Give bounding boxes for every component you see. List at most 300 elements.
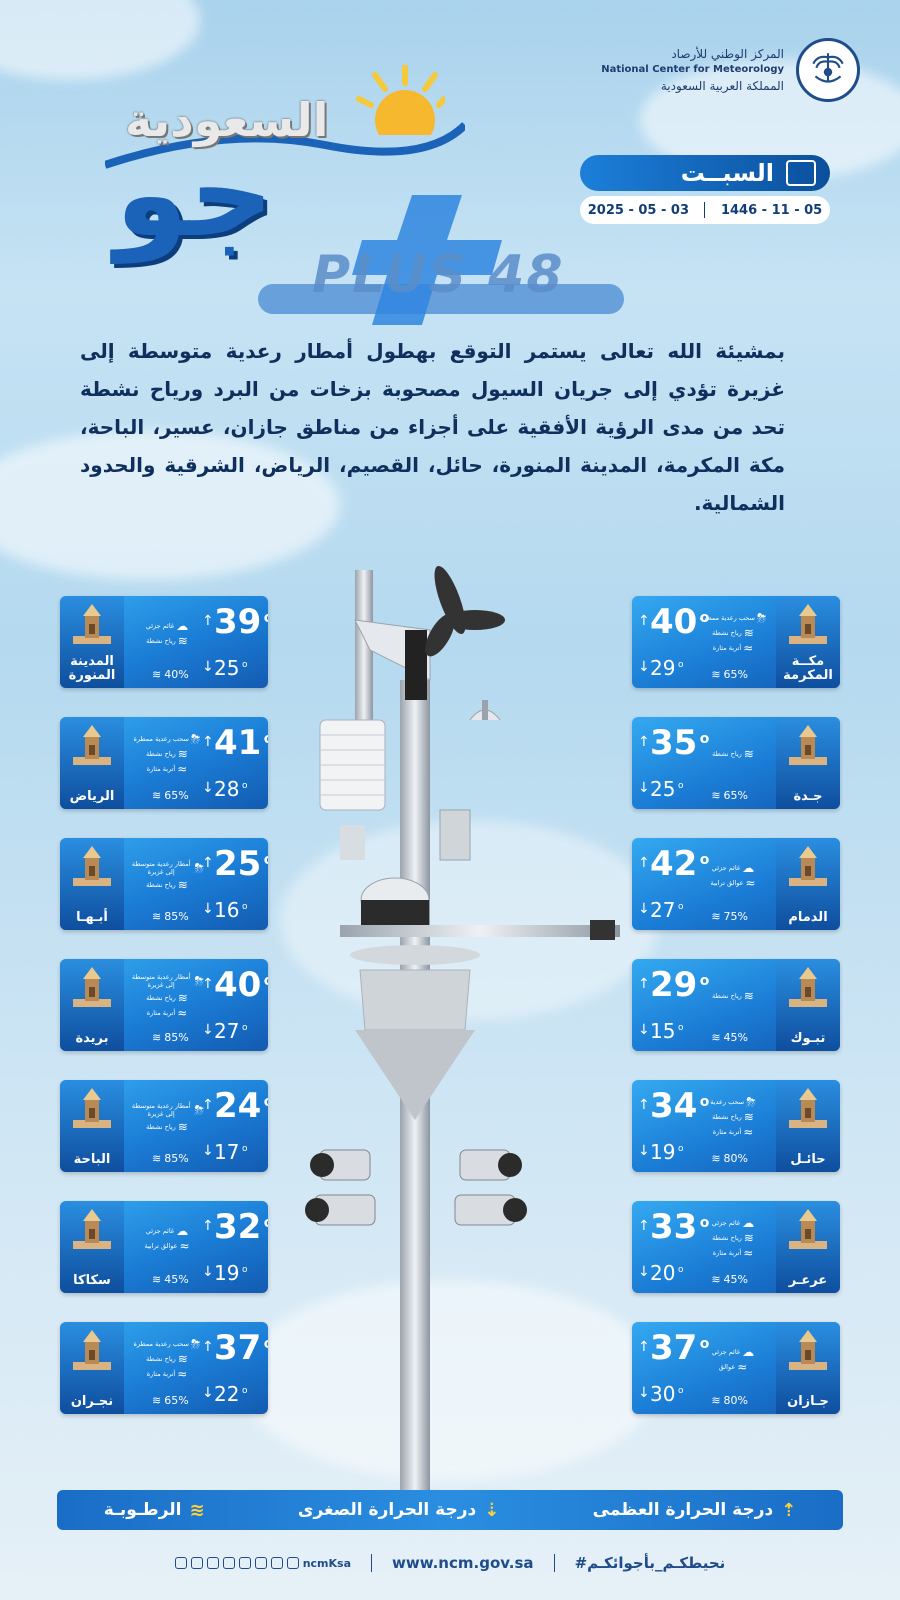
city-panel xyxy=(776,1201,840,1293)
humidity xyxy=(711,1394,748,1407)
condition-item xyxy=(696,1232,770,1244)
weather-condition-icon: ≋ xyxy=(177,1352,188,1366)
weather-condition-icon: ≈ xyxy=(737,1359,748,1374)
org-name-en: National Center for Meteorology xyxy=(601,64,784,75)
humidity-icon: ≋ xyxy=(152,1031,162,1044)
max-temp: 37 o xyxy=(650,1328,697,1368)
max-temp: 34 o xyxy=(650,1086,697,1126)
conditions xyxy=(130,965,204,1027)
arrow-down-icon: ↓ xyxy=(638,780,650,796)
arrow-up-icon: ↑ xyxy=(638,1339,650,1355)
condition-item xyxy=(696,1217,770,1229)
condition-label: غائم جزئي xyxy=(711,1347,741,1356)
arrow-down-icon: ↓ xyxy=(202,1264,214,1280)
arrow-down-icon: ↓ xyxy=(202,1022,214,1038)
arrow-down-icon: ↓ xyxy=(638,1385,650,1401)
humidity-value: 80% xyxy=(723,1394,748,1407)
conditions xyxy=(130,1207,204,1269)
day-name: السبــت xyxy=(680,159,774,187)
humidity xyxy=(152,1273,189,1286)
city-card-abha xyxy=(60,838,268,930)
arrow-up-icon: ↑ xyxy=(202,734,214,750)
weather-condition-icon: ≈ xyxy=(743,1246,754,1260)
humidity-icon: ≋ xyxy=(152,1394,162,1407)
conditions xyxy=(696,1328,770,1390)
weather-condition-icon: ≋ xyxy=(177,991,188,1005)
humidity-icon: ≋ xyxy=(711,1394,721,1407)
city-card-buraidah xyxy=(60,959,268,1051)
landmark-icon xyxy=(69,602,115,652)
arrow-up-icon: ↑ xyxy=(638,613,650,629)
city-card-riyadh xyxy=(60,717,268,809)
tiktok-icon[interactable] xyxy=(271,1557,283,1569)
temperatures xyxy=(638,602,698,682)
city-card-jeddah xyxy=(632,717,840,809)
humidity xyxy=(152,789,189,802)
weather-condition-icon: ≈ xyxy=(179,1238,190,1253)
condition-item xyxy=(130,1353,204,1365)
date-hijri: 1446 - 11 - 05 xyxy=(720,202,823,218)
landmark-icon xyxy=(69,1328,115,1378)
brand-top-text: السعودية xyxy=(125,93,329,147)
social-links xyxy=(175,1557,351,1570)
weather-condition-icon: ≋ xyxy=(743,1110,754,1124)
condition-item xyxy=(696,748,770,760)
temperatures xyxy=(202,1086,262,1166)
brand-main-text: جو xyxy=(115,125,275,263)
arrow-up-icon: ↑ xyxy=(638,1097,650,1113)
condition-label: رياح نشطة xyxy=(712,992,742,1000)
humidity-icon: ≋ xyxy=(152,668,162,681)
min-temp: 29 o xyxy=(650,656,675,680)
instagram-icon[interactable] xyxy=(223,1557,235,1569)
arrow-down-icon: ↓ xyxy=(202,1385,214,1401)
condition-label: رياح نشطة xyxy=(712,1113,742,1121)
weather-condition-icon: ≈ xyxy=(177,762,188,776)
weather-condition-icon: ☁ xyxy=(742,860,755,875)
website-link[interactable]: www.ncm.gov.sa xyxy=(392,1554,534,1572)
city-card-jazan xyxy=(632,1322,840,1414)
snapchat-icon[interactable] xyxy=(207,1557,219,1569)
thermometer-up-icon: ⇡ xyxy=(781,1499,797,1521)
temperatures xyxy=(638,844,698,924)
city-card-hail xyxy=(632,1080,840,1172)
city-panel xyxy=(776,1322,840,1414)
arrow-down-icon: ↓ xyxy=(202,1143,214,1159)
landmark-icon xyxy=(785,1207,831,1257)
landmark-icon xyxy=(785,1328,831,1378)
min-temp: 25 o xyxy=(214,656,239,680)
condition-label: رياح نشطة xyxy=(146,1355,176,1363)
city-card-madinah xyxy=(60,596,268,688)
temperatures xyxy=(638,1207,698,1287)
condition-label: رياح نشطة xyxy=(712,629,742,637)
forecast-paragraph: بمشيئة الله تعالى يستمر التوقع بهطول أمطار رعدية متوسطة إلى غزيرة تؤدي إلى جريان السيول مصحوبة بزخات من البرد ورياح نشطة تحد من مدى الرؤية الأفقية على أجزاء من مناطق جازان، عسير، الباحة، مكة المكرمة، المدينة المنورة، حائل، القصيم، الرياض، الشرقية والحدود الشمالية. xyxy=(80,339,785,515)
condition-item xyxy=(130,860,204,876)
arrow-up-icon: ↑ xyxy=(638,976,650,992)
city-panel xyxy=(60,1322,124,1414)
min-temp: 15 o xyxy=(650,1019,675,1043)
arrow-down-icon: ↓ xyxy=(638,1264,650,1280)
condition-label: سحب رعدية ممطرة xyxy=(133,1340,189,1348)
max-temp: 42 o xyxy=(650,844,697,884)
temperatures xyxy=(202,602,262,682)
city-panel xyxy=(60,717,124,809)
condition-item xyxy=(696,642,770,654)
condition-label: رياح نشطة xyxy=(146,880,176,889)
arrow-down-icon: ↓ xyxy=(638,901,650,917)
condition-label: سحب رعدية ممطرة xyxy=(699,614,755,622)
condition-item xyxy=(130,1225,204,1237)
city-panel xyxy=(60,1080,124,1172)
city-name: حائـل xyxy=(790,1152,826,1167)
temperatures xyxy=(202,844,262,924)
landmark-icon xyxy=(785,844,831,894)
condition-label: أمطار رعدية متوسطة إلى غزيرة xyxy=(131,973,191,989)
conditions xyxy=(696,602,770,664)
condition-item xyxy=(130,1338,204,1350)
condition-label: عوالق ترابية xyxy=(144,1241,178,1250)
conditions xyxy=(696,1086,770,1148)
condition-item xyxy=(696,1126,770,1138)
threads-icon[interactable] xyxy=(287,1557,299,1569)
condition-item xyxy=(130,620,204,632)
max-temp: 33 o xyxy=(650,1207,697,1247)
humidity xyxy=(152,668,189,681)
arrow-down-icon: ↓ xyxy=(202,901,214,917)
min-temp: 20 o xyxy=(650,1261,675,1285)
arrow-up-icon: ↑ xyxy=(202,1097,214,1113)
city-card-najran xyxy=(60,1322,268,1414)
legend-max xyxy=(593,1500,797,1521)
country-name-ar: المملكة العربية السعودية xyxy=(660,79,784,93)
humidity-value: 65% xyxy=(723,668,748,681)
date-separator xyxy=(704,202,705,218)
condition-item xyxy=(130,635,204,647)
arrow-up-icon: ↑ xyxy=(638,1218,650,1234)
social-handle[interactable]: ncmKsa xyxy=(302,1556,351,1570)
arrow-up-icon: ↑ xyxy=(202,1339,214,1355)
weather-condition-icon: ≋ xyxy=(177,877,188,892)
max-temp: 41 o xyxy=(214,723,261,763)
condition-item xyxy=(696,1346,770,1358)
condition-label: أتربة مثارة xyxy=(146,1009,176,1017)
date-gregorian: 2025 - 05 - 03 xyxy=(587,202,689,218)
humidity xyxy=(152,910,189,923)
linkedin-icon[interactable] xyxy=(239,1557,251,1569)
humidity-icon: ≋ xyxy=(189,1499,205,1521)
min-temp: 19 o xyxy=(650,1140,675,1164)
condition-label: رياح نشطة xyxy=(146,750,176,758)
humidity-value: 65% xyxy=(164,789,189,802)
weather-condition-icon: ≋ xyxy=(743,747,754,761)
humidity xyxy=(711,1273,748,1286)
condition-item xyxy=(130,1007,204,1019)
city-card-tabuk xyxy=(632,959,840,1051)
city-panel xyxy=(776,596,840,688)
x-icon[interactable] xyxy=(175,1557,187,1569)
city-panel xyxy=(776,717,840,809)
temperatures xyxy=(202,965,262,1045)
humidity xyxy=(711,1031,748,1044)
humidity xyxy=(711,1152,748,1165)
weather-condition-icon: ⛈ xyxy=(190,732,201,746)
weather-station-icon xyxy=(300,560,630,1500)
facebook-icon[interactable] xyxy=(255,1557,267,1569)
condition-label: غائم جزئي xyxy=(145,621,175,630)
legend-bar xyxy=(57,1490,843,1530)
legend-humidity xyxy=(104,1500,205,1521)
ncm-text xyxy=(601,46,784,94)
temperatures xyxy=(202,1207,262,1287)
condition-item xyxy=(130,1102,204,1118)
humidity xyxy=(711,668,748,681)
humidity-icon: ≋ xyxy=(152,1152,162,1165)
arrow-down-icon: ↓ xyxy=(202,780,214,796)
max-temp: 37 o xyxy=(214,1328,261,1368)
ncm-header xyxy=(601,38,860,102)
humidity-value: 85% xyxy=(164,1152,189,1165)
landmark-icon xyxy=(69,1207,115,1257)
conditions xyxy=(696,965,770,1027)
conditions xyxy=(130,602,204,664)
weather-condition-icon: ≋ xyxy=(743,989,754,1003)
weather-condition-icon: ⛈ xyxy=(194,974,204,988)
city-panel xyxy=(776,1080,840,1172)
humidity xyxy=(711,910,748,923)
humidity-icon: ≋ xyxy=(711,668,721,681)
condition-label: غائم جزئي xyxy=(711,1219,741,1227)
arrow-up-icon: ↑ xyxy=(202,976,214,992)
arrow-down-icon: ↓ xyxy=(638,1143,650,1159)
footer-separator xyxy=(554,1554,555,1572)
conditions xyxy=(696,844,770,906)
city-name: سكاكا xyxy=(73,1273,111,1288)
max-temp: 40 o xyxy=(214,965,261,1005)
org-name-ar: المركز الوطني للأرصاد xyxy=(671,47,784,61)
humidity xyxy=(152,1394,189,1407)
weather-condition-icon: ⛈ xyxy=(746,1095,756,1109)
footer-separator xyxy=(371,1554,372,1572)
temperatures xyxy=(638,1328,698,1408)
arrow-up-icon: ↑ xyxy=(202,1218,214,1234)
min-temp: 25 o xyxy=(650,777,675,801)
arrow-down-icon: ↓ xyxy=(638,659,650,675)
arrow-down-icon: ↓ xyxy=(638,1022,650,1038)
city-name: جـدة xyxy=(793,789,823,804)
humidity-value: 80% xyxy=(723,1152,748,1165)
city-card-sakaka xyxy=(60,1201,268,1293)
max-temp: 40 o xyxy=(650,602,697,642)
day-pill xyxy=(580,155,830,191)
conditions xyxy=(130,844,204,906)
condition-item xyxy=(696,1361,770,1373)
city-name: جـازان xyxy=(787,1394,829,1409)
condition-item xyxy=(696,1096,770,1108)
legend-humidity-label: الرطـوبـة xyxy=(103,1500,182,1520)
arrow-down-icon: ↓ xyxy=(202,659,214,675)
city-card-albaha xyxy=(60,1080,268,1172)
city-name: نجـران xyxy=(70,1394,114,1409)
condition-label: أتربة مثارة xyxy=(712,1128,742,1136)
hashtag: #نحيطكـم_بأجوائكـم xyxy=(574,1554,726,1572)
humidity-value: 65% xyxy=(723,789,748,802)
humidity-value: 40% xyxy=(164,668,189,681)
calendar-icon xyxy=(786,160,816,186)
landmark-icon xyxy=(785,602,831,652)
city-name: تبـوك xyxy=(790,1031,826,1046)
condition-item xyxy=(130,763,204,775)
humidity-icon: ≋ xyxy=(711,1152,721,1165)
city-name: الدمام xyxy=(788,910,828,925)
condition-item xyxy=(696,862,770,874)
max-temp: 35 o xyxy=(650,723,697,763)
humidity-icon: ≋ xyxy=(152,910,162,923)
weather-condition-icon: ≋ xyxy=(177,1119,188,1134)
max-temp: 24 o xyxy=(214,1086,261,1126)
condition-label: أتربة مثارة xyxy=(146,1370,176,1378)
plus48-label: PLUS 48 xyxy=(312,245,565,305)
min-temp: 28 o xyxy=(214,777,239,801)
humidity-value: 85% xyxy=(164,910,189,923)
city-name: المدينة المنورة xyxy=(68,654,116,683)
humidity-icon: ≋ xyxy=(711,1273,721,1286)
condition-label: رياح نشطة xyxy=(712,1234,742,1242)
condition-item xyxy=(696,877,770,889)
min-temp: 27 o xyxy=(214,1019,239,1043)
plus48-badge xyxy=(312,195,602,335)
humidity-icon: ≋ xyxy=(711,1031,721,1044)
weather-condition-icon: ≋ xyxy=(177,633,188,648)
youtube-icon[interactable] xyxy=(191,1557,203,1569)
condition-item xyxy=(130,733,204,745)
city-name: الرياض xyxy=(69,789,115,804)
condition-item xyxy=(696,1247,770,1259)
legend-min xyxy=(298,1500,499,1521)
city-card-arar xyxy=(632,1201,840,1293)
landmark-icon xyxy=(785,965,831,1015)
city-panel xyxy=(60,959,124,1051)
weather-condition-icon: ⛈ xyxy=(190,1337,201,1351)
min-temp: 30 o xyxy=(650,1382,675,1406)
arrow-up-icon: ↑ xyxy=(202,855,214,871)
condition-item xyxy=(696,612,770,624)
date-box xyxy=(580,155,830,224)
legend-max-label: درجة الحرارة العظمى xyxy=(592,1500,774,1520)
temperatures xyxy=(638,723,698,803)
humidity-value: 65% xyxy=(164,1394,189,1407)
conditions xyxy=(696,1207,770,1269)
humidity-icon: ≋ xyxy=(711,789,721,802)
city-panel xyxy=(60,838,124,930)
city-name: عرعـر xyxy=(788,1273,828,1288)
conditions xyxy=(696,723,770,785)
arrow-up-icon: ↑ xyxy=(638,855,650,871)
weather-condition-icon: ≈ xyxy=(743,641,754,655)
city-panel xyxy=(60,1201,124,1293)
weather-condition-icon: ≋ xyxy=(177,747,188,761)
humidity-value: 85% xyxy=(164,1031,189,1044)
condition-item xyxy=(696,1111,770,1123)
thermometer-down-icon: ⇣ xyxy=(484,1499,500,1521)
condition-label: رياح نشطة xyxy=(146,994,176,1002)
condition-item xyxy=(696,627,770,639)
max-temp: 25 o xyxy=(214,844,261,884)
weather-condition-icon: ☁ xyxy=(742,1344,755,1359)
weather-condition-icon: ⛈ xyxy=(194,860,204,875)
min-temp: 27 o xyxy=(650,898,675,922)
condition-item xyxy=(696,990,770,1002)
landmark-icon xyxy=(69,1086,115,1136)
condition-label: سحب رعدية xyxy=(710,1098,745,1106)
condition-label: أمطار رعدية متوسطة إلى غزيرة xyxy=(131,1101,191,1118)
humidity xyxy=(711,789,748,802)
city-card-dammam xyxy=(632,838,840,930)
weather-condition-icon: ≈ xyxy=(177,1367,188,1381)
arrow-up-icon: ↑ xyxy=(638,734,650,750)
weather-condition-icon: ≈ xyxy=(745,875,756,890)
arrow-up-icon: ↑ xyxy=(202,613,214,629)
min-temp: 16 o xyxy=(214,898,239,922)
dates-pill xyxy=(580,196,830,224)
weather-condition-icon: ≋ xyxy=(743,626,754,640)
min-temp: 17 o xyxy=(214,1140,239,1164)
city-card-makkah xyxy=(632,596,840,688)
condition-label: رياح نشطة xyxy=(146,636,176,645)
condition-label: أمطار رعدية متوسطة إلى غزيرة xyxy=(131,859,191,876)
legend-min-label: درجة الحرارة الصغرى xyxy=(297,1500,477,1520)
weather-condition-icon: ☁ xyxy=(742,1216,755,1230)
weather-condition-icon: ☁ xyxy=(176,618,189,633)
condition-label: غائم جزئي xyxy=(145,1226,175,1235)
condition-label: أتربة مثارة xyxy=(146,765,176,773)
weather-condition-icon: ⛈ xyxy=(756,611,767,625)
condition-item xyxy=(130,1240,204,1252)
landmark-icon xyxy=(785,723,831,773)
weather-condition-icon: ≈ xyxy=(743,1125,754,1139)
landmark-icon xyxy=(69,844,115,894)
conditions xyxy=(130,1086,204,1148)
condition-item xyxy=(130,992,204,1004)
condition-item xyxy=(130,1121,204,1133)
city-panel xyxy=(776,838,840,930)
landmark-icon xyxy=(69,723,115,773)
condition-item xyxy=(130,879,204,891)
condition-label: رياح نشطة xyxy=(712,750,742,758)
condition-label: غائم جزئي xyxy=(711,863,741,872)
humidity-value: 45% xyxy=(164,1273,189,1286)
humidity-value: 75% xyxy=(723,910,748,923)
humidity xyxy=(152,1031,189,1044)
condition-item xyxy=(130,1368,204,1380)
condition-item xyxy=(130,748,204,760)
condition-label: عوالق xyxy=(718,1362,736,1371)
city-name: مكــة المكرمة xyxy=(783,654,833,683)
condition-label: سحب رعدية ممطرة xyxy=(133,735,189,743)
max-temp: 39 o xyxy=(214,602,261,642)
condition-item xyxy=(130,973,204,989)
weather-condition-icon: ☁ xyxy=(176,1223,189,1238)
conditions xyxy=(130,1328,204,1390)
landmark-icon xyxy=(785,1086,831,1136)
max-temp: 29 o xyxy=(650,965,697,1005)
max-temp: 32 o xyxy=(214,1207,261,1247)
humidity-icon: ≋ xyxy=(711,910,721,923)
temperatures xyxy=(202,723,262,803)
city-name: بريدة xyxy=(75,1031,109,1046)
city-panel xyxy=(60,596,124,688)
footer xyxy=(0,1548,900,1578)
